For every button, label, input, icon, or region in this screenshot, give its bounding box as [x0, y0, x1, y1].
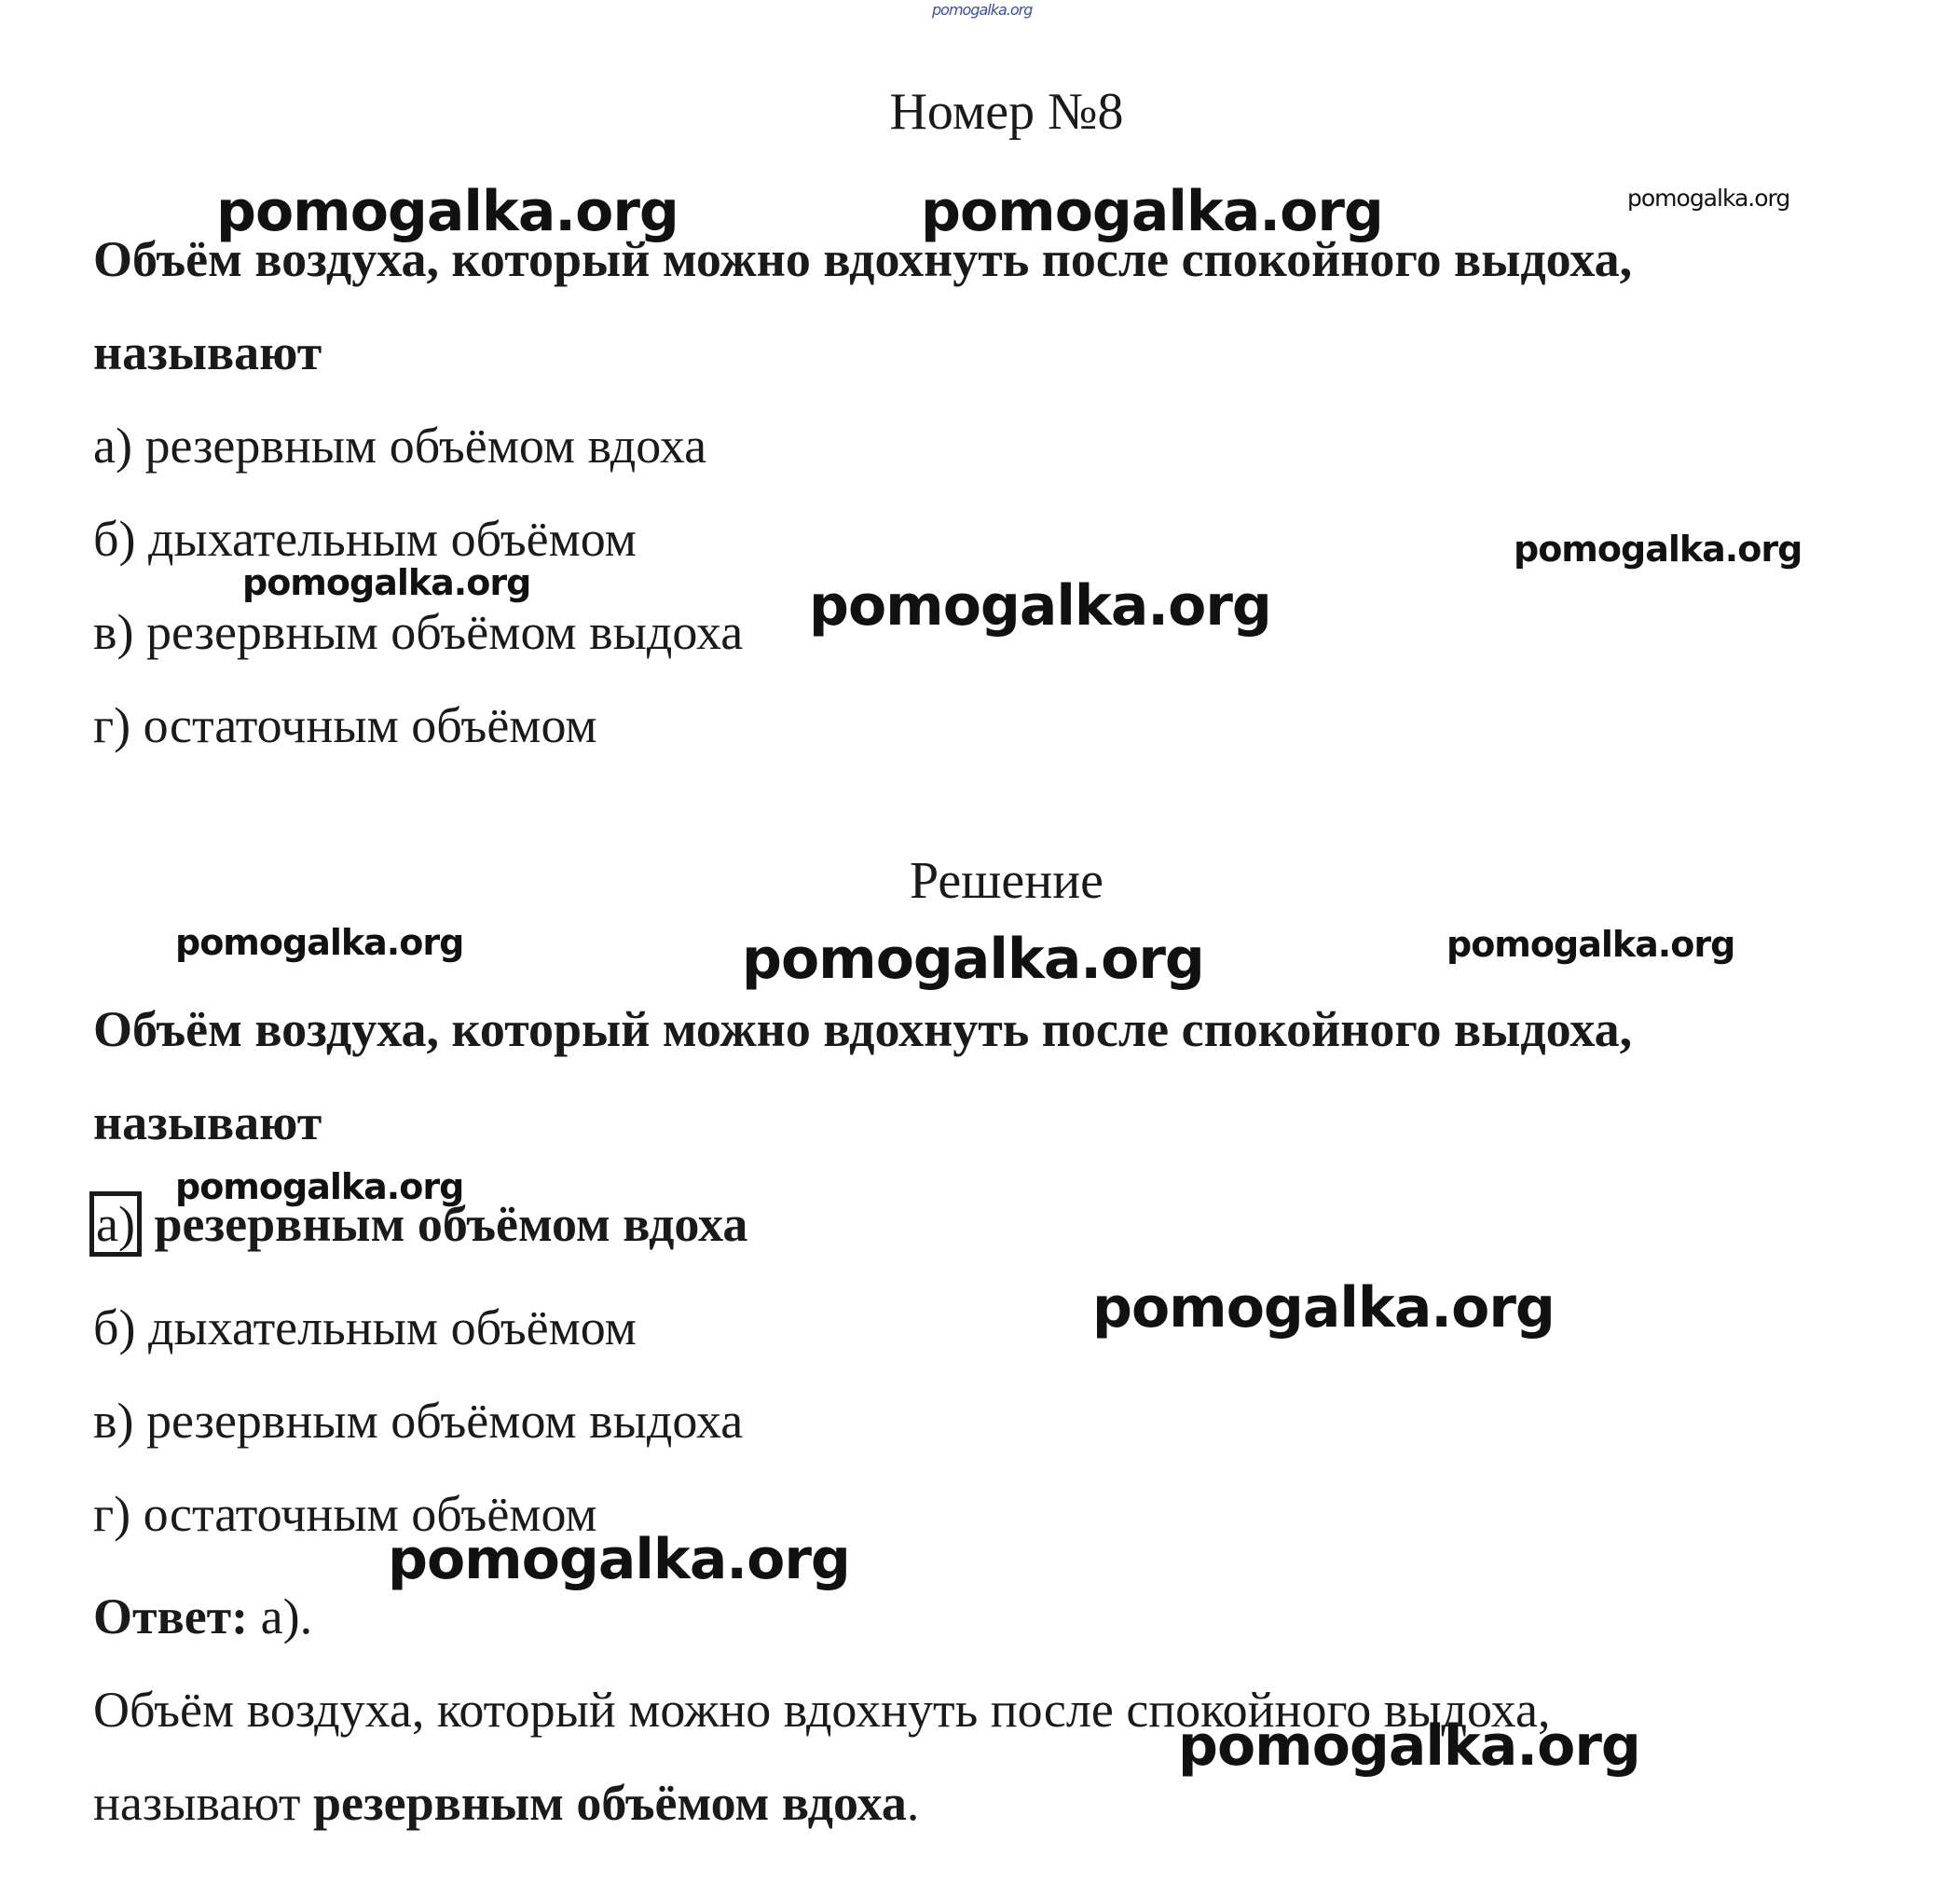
explanation-prefix: называют [93, 1775, 301, 1831]
watermark: pomogalka.org [1446, 924, 1735, 965]
selected-marker-box: а) [89, 1191, 142, 1257]
explanation-line1: Объём воздуха, который можно вдохнуть после спокойного выдоха, [93, 1682, 1551, 1738]
explanation-bold: резервным объёмом вдоха [312, 1775, 907, 1831]
header-watermark: pomogalka.org [932, 1, 1033, 19]
watermark: pomogalka.org [388, 1527, 850, 1592]
solution-option-d: г) остаточным объёмом [93, 1486, 597, 1542]
task-option-b: б) дыхательным объёмом [93, 511, 637, 567]
watermark: pomogalka.org [809, 573, 1271, 639]
watermark: pomogalka.org [921, 179, 1383, 244]
watermark: pomogalka.org [1514, 529, 1802, 570]
solution-question-line1: Объём воздуха, который можно вдохнуть после спокойного выдоха, [93, 1001, 1633, 1057]
answer-label: Ответ: [93, 1589, 249, 1644]
watermark: pomogalka.org [175, 922, 464, 963]
solution-option-c: в) резервным объёмом выдоха [93, 1393, 744, 1449]
watermark: pomogalka.org [175, 1166, 464, 1207]
watermark: pomogalka.org [216, 179, 678, 244]
watermark: pomogalka.org [1092, 1275, 1555, 1341]
watermark: pomogalka.org [1627, 185, 1790, 212]
task-option-a: а) резервным объёмом вдоха [93, 418, 707, 474]
solution-title: Решение [909, 852, 1104, 910]
task-title: Номер №8 [889, 83, 1124, 141]
task-question-line2: называют [93, 324, 322, 380]
answer-value: а). [260, 1589, 313, 1644]
selected-option-text: резервным объёмом вдоха [154, 1196, 748, 1252]
watermark: pomogalka.org [1178, 1713, 1640, 1779]
task-question-line1: Объём воздуха, который можно вдохнуть после спокойного выдоха, [93, 231, 1633, 287]
task-option-c: в) резервным объёмом выдоха [93, 604, 744, 660]
watermark: pomogalka.org [742, 927, 1204, 992]
watermark: pomogalka.org [242, 562, 531, 603]
explanation-line2 [93, 1773, 919, 1833]
explanation-suffix: . [906, 1775, 920, 1831]
answer-line [93, 1587, 312, 1646]
solution-option-b: б) дыхательным объёмом [93, 1300, 637, 1355]
task-option-d: г) остаточным объёмом [93, 697, 597, 753]
solution-question-line2: называют [93, 1094, 322, 1150]
